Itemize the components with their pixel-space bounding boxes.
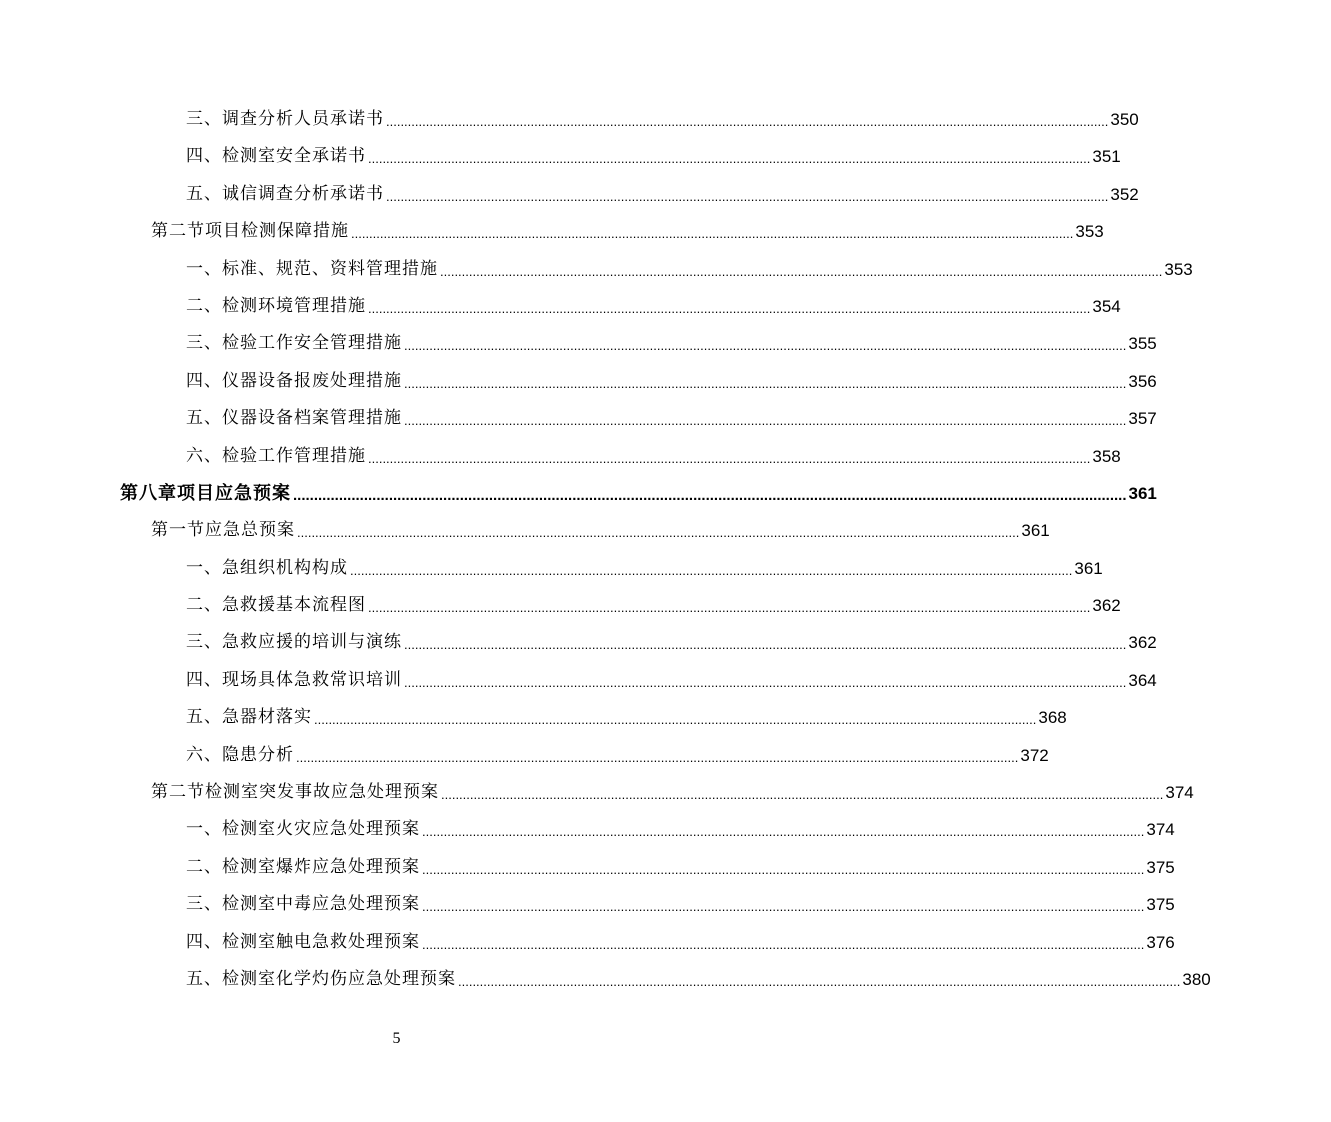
- toc-entry-title: 诚信调查分析承诺书: [222, 183, 384, 204]
- table-of-contents: [0, 101, 1211, 998]
- toc-dot-leader: ........................................................................................................................................................................................................: [404, 637, 1127, 653]
- toc-entry-page: 361: [1128, 483, 1157, 503]
- toc-entry-number: 五、: [186, 408, 222, 429]
- toc-dot-leader: ........................................................................................................................................................................................................: [297, 525, 1020, 541]
- toc-entry-number: 六、: [186, 744, 222, 765]
- toc-section-entry[interactable]: [0, 512, 1050, 549]
- toc-entry[interactable]: [0, 587, 1121, 624]
- toc-entry-page: 372: [1020, 745, 1049, 765]
- toc-entry-number: 五、: [186, 707, 222, 728]
- toc-entry-title: 检测环境管理措施: [222, 295, 366, 316]
- toc-entry-number: 六、: [186, 445, 222, 466]
- toc-entry-page: 374: [1165, 783, 1194, 803]
- toc-dot-leader: ........................................................................................................................................................................................................: [386, 114, 1109, 129]
- toc-entry-title: 仪器设备档案管理措施: [222, 408, 402, 429]
- toc-entry[interactable]: [0, 288, 1121, 325]
- toc-entry[interactable]: [0, 251, 1193, 288]
- toc-entry-page: 358: [1092, 446, 1121, 466]
- toc-entry[interactable]: [0, 737, 1049, 774]
- toc-entry-number: 一、: [186, 819, 222, 840]
- toc-entry[interactable]: [0, 400, 1157, 437]
- toc-dot-leader: ........................................................................................................................................................................................................: [422, 899, 1145, 915]
- toc-entry-number: 三、: [186, 109, 222, 129]
- toc-entry-title: 检测室安全承诺书: [222, 146, 366, 167]
- toc-dot-leader: ........................................................................................................................................................................................................: [368, 450, 1091, 466]
- toc-dot-leader: ........................................................................................................................................................................................................: [351, 226, 1074, 242]
- toc-entry-title: 项目检测保障措施: [205, 221, 349, 242]
- toc-dot-leader: ........................................................................................................................................................................................................: [440, 263, 1163, 279]
- toc-entry-number: 三、: [186, 894, 222, 915]
- toc-dot-leader: ........................................................................................................................................................................................................: [422, 861, 1145, 877]
- toc-entry[interactable]: [0, 138, 1121, 175]
- toc-entry-page: 380: [1182, 969, 1211, 989]
- toc-section-entry[interactable]: [0, 213, 1104, 250]
- toc-dot-leader: ........................................................................................................................................................................................................: [350, 562, 1073, 578]
- toc-dot-leader: ........................................................................................................................................................................................................: [404, 375, 1127, 391]
- toc-dot-leader: ........................................................................................................................................................................................................: [314, 712, 1037, 728]
- toc-entry-page: 354: [1092, 296, 1121, 316]
- toc-entry-page: 374: [1146, 820, 1175, 840]
- toc-dot-leader: ........................................................................................................................................................................................................: [422, 936, 1145, 952]
- toc-entry[interactable]: [0, 101, 1139, 138]
- toc-entry[interactable]: [0, 924, 1175, 961]
- toc-entry[interactable]: [0, 550, 1103, 587]
- toc-entry-number: 四、: [186, 931, 222, 952]
- toc-entry[interactable]: [0, 886, 1175, 923]
- toc-entry-title: 检测室爆炸应急处理预案: [222, 856, 420, 877]
- toc-entry-page: 361: [1021, 521, 1050, 541]
- toc-entry-page: 362: [1092, 596, 1121, 616]
- toc-entry-number: 四、: [186, 669, 222, 690]
- toc-dot-leader: ........................................................................................................................................................................................................: [422, 824, 1145, 840]
- toc-dot-leader: ........................................................................................................................................................................................................: [368, 300, 1091, 316]
- toc-entry-title: 急组织机构构成: [222, 557, 348, 578]
- toc-entry[interactable]: [0, 849, 1175, 886]
- toc-entry-number: 第二节: [151, 782, 205, 803]
- toc-entry-title: 急救应援的培训与演练: [222, 632, 402, 653]
- toc-entry[interactable]: [0, 662, 1157, 699]
- toc-entry-number: 二、: [186, 856, 222, 877]
- toc-entry-number: 一、: [186, 258, 222, 279]
- toc-entry-page: 350: [1110, 110, 1139, 129]
- toc-entry-title: 检测室中毒应急处理预案: [222, 894, 420, 915]
- toc-entry-number: 三、: [186, 632, 222, 653]
- toc-entry-number: 五、: [186, 183, 222, 204]
- toc-entry-number: 二、: [186, 295, 222, 316]
- toc-entry-number: 四、: [186, 370, 222, 391]
- toc-entry[interactable]: [0, 363, 1157, 400]
- toc-entry-page: 375: [1146, 895, 1175, 915]
- toc-chapter-entry[interactable]: [0, 475, 1157, 512]
- toc-entry-title: 调查分析人员承诺书: [222, 109, 384, 129]
- toc-entry-page: 368: [1038, 708, 1067, 728]
- toc-entry-page: 362: [1128, 633, 1157, 653]
- toc-entry-page: 361: [1074, 558, 1103, 578]
- toc-entry-title: 仪器设备报废处理措施: [222, 370, 402, 391]
- toc-entry-title: 隐患分析: [222, 744, 294, 765]
- toc-dot-leader: ........................................................................................................................................................................................................: [368, 600, 1091, 616]
- toc-entry-title: 标准、规范、资料管理措施: [222, 258, 438, 279]
- toc-entry-number: 二、: [186, 595, 222, 616]
- toc-dot-leader: ........................................................................................................................................................................................................: [404, 413, 1127, 429]
- toc-entry-page: 376: [1146, 932, 1175, 952]
- toc-entry-page: 375: [1146, 857, 1175, 877]
- toc-entry-title: 检验工作安全管理措施: [222, 333, 402, 354]
- toc-entry-title: 检验工作管理措施: [222, 445, 366, 466]
- toc-dot-leader: ........................................................................................................................................................................................................: [458, 973, 1181, 989]
- toc-entry-number: 第八章: [120, 482, 177, 504]
- toc-entry-title: 应急总预案: [205, 520, 295, 541]
- toc-entry[interactable]: [0, 961, 1211, 998]
- toc-entry[interactable]: [0, 438, 1121, 475]
- toc-entry-title: 项目应急预案: [177, 482, 291, 504]
- toc-entry[interactable]: [0, 699, 1067, 736]
- toc-entry-title: 检测室突发事故应急处理预案: [205, 782, 439, 803]
- toc-dot-leader: ........................................................................................................................................................................................................: [404, 338, 1127, 354]
- toc-entry-number: 一、: [186, 557, 222, 578]
- toc-entry-page: 353: [1075, 222, 1104, 242]
- toc-entry-number: 五、: [186, 968, 222, 989]
- toc-entry-title: 急器材落实: [222, 707, 312, 728]
- toc-entry-title: 现场具体急救常识培训: [222, 669, 402, 690]
- toc-entry-number: 第一节: [151, 520, 205, 541]
- toc-dot-leader: ........................................................................................................................................................................................................: [368, 151, 1091, 167]
- toc-entry-page: 351: [1092, 147, 1121, 167]
- toc-section-entry[interactable]: [0, 774, 1194, 811]
- toc-entry[interactable]: [0, 325, 1157, 362]
- toc-entry[interactable]: [0, 176, 1139, 213]
- toc-dot-leader: ........................................................................................................................................................................................................: [293, 486, 1127, 504]
- toc-entry[interactable]: [0, 624, 1157, 661]
- toc-dot-leader: ........................................................................................................................................................................................................: [404, 674, 1127, 690]
- toc-entry-title: 急救援基本流程图: [222, 595, 366, 616]
- toc-entry-page: 364: [1128, 670, 1157, 690]
- toc-dot-leader: ........................................................................................................................................................................................................: [441, 787, 1164, 803]
- toc-entry-page: 355: [1128, 334, 1157, 354]
- toc-entry-title: 检测室火灾应急处理预案: [222, 819, 420, 840]
- toc-entry-title: 检测室化学灼伤应急处理预案: [222, 968, 456, 989]
- toc-entry-page: 353: [1164, 259, 1193, 279]
- toc-entry-number: 四、: [186, 146, 222, 167]
- toc-entry-page: 356: [1128, 371, 1157, 391]
- toc-entry-page: 357: [1128, 409, 1157, 429]
- toc-entry-page: 352: [1110, 184, 1139, 204]
- toc-dot-leader: ........................................................................................................................................................................................................: [386, 188, 1109, 204]
- toc-dot-leader: ........................................................................................................................................................................................................: [296, 749, 1019, 765]
- toc-entry-number: 三、: [186, 333, 222, 354]
- toc-entry-number: 第二节: [151, 221, 205, 242]
- page-number: 5: [392, 1030, 401, 1047]
- toc-entry-title: 检测室触电急救处理预案: [222, 931, 420, 952]
- toc-entry[interactable]: [0, 811, 1175, 848]
